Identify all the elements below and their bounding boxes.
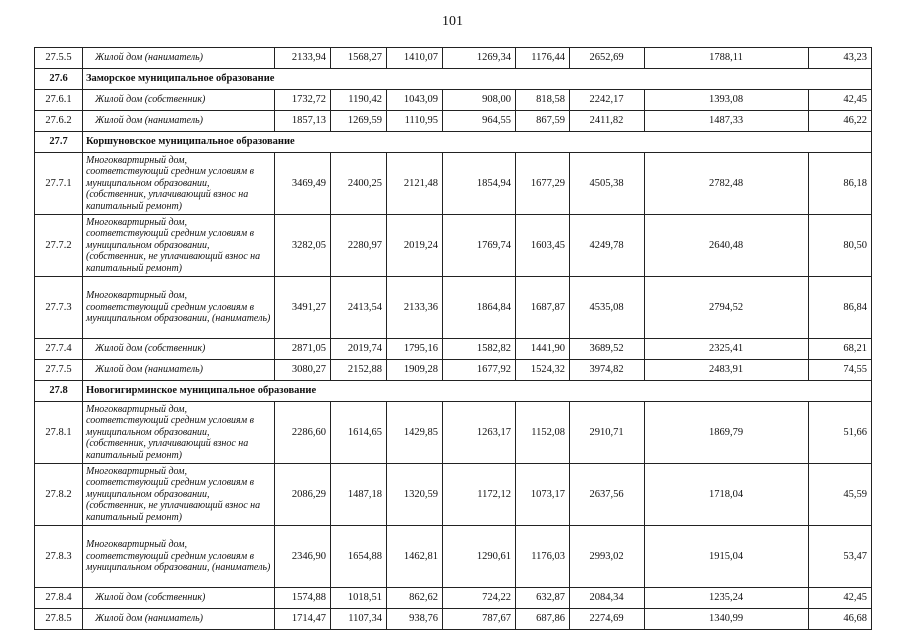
value-cell: 1018,51	[331, 588, 387, 609]
row-code: 27.7.2	[35, 215, 83, 277]
row-code: 27.7.5	[35, 360, 83, 381]
value-cell: 1320,59	[387, 464, 443, 526]
value-cell: 2280,97	[331, 215, 387, 277]
value-cell: 2346,90	[275, 526, 331, 588]
value-cell: 2652,69	[570, 48, 645, 69]
value-cell: 2400,25	[331, 153, 387, 215]
value-cell: 86,84	[809, 277, 872, 339]
value-cell: 2086,29	[275, 464, 331, 526]
value-cell: 964,55	[443, 111, 516, 132]
value-cell: 867,59	[516, 111, 570, 132]
value-cell: 1235,24	[645, 588, 809, 609]
row-code: 27.8.2	[35, 464, 83, 526]
row-code: 27.6.1	[35, 90, 83, 111]
table-row	[35, 402, 872, 464]
row-code: 27.8.5	[35, 609, 83, 630]
value-cell: 4535,08	[570, 277, 645, 339]
value-cell: 3689,52	[570, 339, 645, 360]
value-cell: 687,86	[516, 609, 570, 630]
value-cell: 80,50	[809, 215, 872, 277]
value-cell: 1290,61	[443, 526, 516, 588]
value-cell: 2411,82	[570, 111, 645, 132]
value-cell: 2782,48	[645, 153, 809, 215]
value-cell: 42,45	[809, 90, 872, 111]
row-description: Многоквартирный дом, соответствующий средним условиям в муниципальном образовании, (собственник, не уплачивающий взнос на капитальный ремонт)	[83, 215, 275, 277]
value-cell: 68,21	[809, 339, 872, 360]
value-cell: 2910,71	[570, 402, 645, 464]
value-cell: 1568,27	[331, 48, 387, 69]
value-cell: 1909,28	[387, 360, 443, 381]
value-cell: 46,68	[809, 609, 872, 630]
value-cell: 1864,84	[443, 277, 516, 339]
table-row	[35, 360, 872, 381]
section-name: Коршуновское муниципальное образование	[83, 132, 872, 153]
value-cell: 1795,16	[387, 339, 443, 360]
value-cell: 2274,69	[570, 609, 645, 630]
table-body	[35, 48, 872, 630]
row-description: Жилой дом (наниматель)	[83, 48, 275, 69]
value-cell: 1269,34	[443, 48, 516, 69]
row-code: 27.7.4	[35, 339, 83, 360]
section-row	[35, 69, 872, 90]
value-cell: 3491,27	[275, 277, 331, 339]
row-code: 27.7.1	[35, 153, 83, 215]
value-cell: 1107,34	[331, 609, 387, 630]
value-cell: 4249,78	[570, 215, 645, 277]
value-cell: 2133,94	[275, 48, 331, 69]
row-description: Жилой дом (наниматель)	[83, 609, 275, 630]
value-cell: 1393,08	[645, 90, 809, 111]
table-row	[35, 464, 872, 526]
value-cell: 2413,54	[331, 277, 387, 339]
value-cell: 2483,91	[645, 360, 809, 381]
value-cell: 1769,74	[443, 215, 516, 277]
value-cell: 1603,45	[516, 215, 570, 277]
row-code: 27.8.3	[35, 526, 83, 588]
value-cell: 1441,90	[516, 339, 570, 360]
value-cell: 1043,09	[387, 90, 443, 111]
value-cell: 938,76	[387, 609, 443, 630]
section-code: 27.7	[35, 132, 83, 153]
value-cell: 1524,32	[516, 360, 570, 381]
value-cell: 42,45	[809, 588, 872, 609]
value-cell: 1487,33	[645, 111, 809, 132]
value-cell: 1718,04	[645, 464, 809, 526]
value-cell: 1176,03	[516, 526, 570, 588]
value-cell: 1614,65	[331, 402, 387, 464]
value-cell: 51,66	[809, 402, 872, 464]
row-code: 27.6.2	[35, 111, 83, 132]
value-cell: 787,67	[443, 609, 516, 630]
value-cell: 43,23	[809, 48, 872, 69]
value-cell: 2993,02	[570, 526, 645, 588]
table-row	[35, 111, 872, 132]
value-cell: 2133,36	[387, 277, 443, 339]
value-cell: 3974,82	[570, 360, 645, 381]
page-number: 101	[442, 14, 463, 29]
row-description: Многоквартирный дом, соответствующий средним условиям в муниципальном образовании, (собственник, не уплачивающий взнос на капитальный ремонт)	[83, 464, 275, 526]
table-row	[35, 339, 872, 360]
table-row	[35, 215, 872, 277]
value-cell: 2794,52	[645, 277, 809, 339]
table-row	[35, 153, 872, 215]
row-description: Многоквартирный дом, соответствующий средним условиям в муниципальном образовании, (наниматель)	[83, 277, 275, 339]
value-cell: 1269,59	[331, 111, 387, 132]
value-cell: 3469,49	[275, 153, 331, 215]
value-cell: 1915,04	[645, 526, 809, 588]
value-cell: 45,59	[809, 464, 872, 526]
value-cell: 1869,79	[645, 402, 809, 464]
value-cell: 1073,17	[516, 464, 570, 526]
value-cell: 1654,88	[331, 526, 387, 588]
value-cell: 1462,81	[387, 526, 443, 588]
value-cell: 3080,27	[275, 360, 331, 381]
value-cell: 2121,48	[387, 153, 443, 215]
value-cell: 1677,92	[443, 360, 516, 381]
value-cell: 4505,38	[570, 153, 645, 215]
value-cell: 86,18	[809, 153, 872, 215]
value-cell: 46,22	[809, 111, 872, 132]
row-description: Жилой дом (собственник)	[83, 588, 275, 609]
row-description: Многоквартирный дом, соответствующий средним условиям в муниципальном образовании, (наниматель)	[83, 526, 275, 588]
value-cell: 74,55	[809, 360, 872, 381]
value-cell: 724,22	[443, 588, 516, 609]
value-cell: 1429,85	[387, 402, 443, 464]
table-row	[35, 588, 872, 609]
tariff-table	[34, 47, 872, 630]
row-description: Жилой дом (наниматель)	[83, 111, 275, 132]
value-cell: 632,87	[516, 588, 570, 609]
value-cell: 1854,94	[443, 153, 516, 215]
row-code: 27.8.4	[35, 588, 83, 609]
row-code: 27.7.3	[35, 277, 83, 339]
value-cell: 1677,29	[516, 153, 570, 215]
value-cell: 1487,18	[331, 464, 387, 526]
value-cell: 1857,13	[275, 111, 331, 132]
value-cell: 2242,17	[570, 90, 645, 111]
value-cell: 1582,82	[443, 339, 516, 360]
row-description: Многоквартирный дом, соответствующий средним условиям в муниципальном образовании, (собственник, уплачивающий взнос на капитальный ремонт)	[83, 402, 275, 464]
value-cell: 53,47	[809, 526, 872, 588]
value-cell: 818,58	[516, 90, 570, 111]
value-cell: 2019,74	[331, 339, 387, 360]
value-cell: 1714,47	[275, 609, 331, 630]
value-cell: 2325,41	[645, 339, 809, 360]
value-cell: 1732,72	[275, 90, 331, 111]
value-cell: 1176,44	[516, 48, 570, 69]
value-cell: 2152,88	[331, 360, 387, 381]
table-row	[35, 526, 872, 588]
value-cell: 908,00	[443, 90, 516, 111]
table-row	[35, 90, 872, 111]
value-cell: 2286,60	[275, 402, 331, 464]
value-cell: 1410,07	[387, 48, 443, 69]
value-cell: 862,62	[387, 588, 443, 609]
row-description: Жилой дом (собственник)	[83, 339, 275, 360]
section-name: Новогигирминское муниципальное образование	[83, 381, 872, 402]
row-description: Многоквартирный дом, соответствующий средним условиям в муниципальном образовании, (собственник, уплачивающий взнос на капитальный ремонт)	[83, 153, 275, 215]
value-cell: 1152,08	[516, 402, 570, 464]
value-cell: 1574,88	[275, 588, 331, 609]
value-cell: 2640,48	[645, 215, 809, 277]
row-description: Жилой дом (наниматель)	[83, 360, 275, 381]
section-code: 27.6	[35, 69, 83, 90]
table-row	[35, 277, 872, 339]
row-code: 27.8.1	[35, 402, 83, 464]
value-cell: 3282,05	[275, 215, 331, 277]
value-cell: 1190,42	[331, 90, 387, 111]
row-description: Жилой дом (собственник)	[83, 90, 275, 111]
value-cell: 1340,99	[645, 609, 809, 630]
value-cell: 1172,12	[443, 464, 516, 526]
table-row	[35, 48, 872, 69]
value-cell: 1263,17	[443, 402, 516, 464]
value-cell: 1110,95	[387, 111, 443, 132]
value-cell: 2637,56	[570, 464, 645, 526]
value-cell: 1788,11	[645, 48, 809, 69]
value-cell: 1687,87	[516, 277, 570, 339]
section-name: Заморское муниципальное образование	[83, 69, 872, 90]
value-cell: 2084,34	[570, 588, 645, 609]
row-code: 27.5.5	[35, 48, 83, 69]
section-row	[35, 381, 872, 402]
section-code: 27.8	[35, 381, 83, 402]
value-cell: 2019,24	[387, 215, 443, 277]
value-cell: 2871,05	[275, 339, 331, 360]
section-row	[35, 132, 872, 153]
table-row	[35, 609, 872, 630]
